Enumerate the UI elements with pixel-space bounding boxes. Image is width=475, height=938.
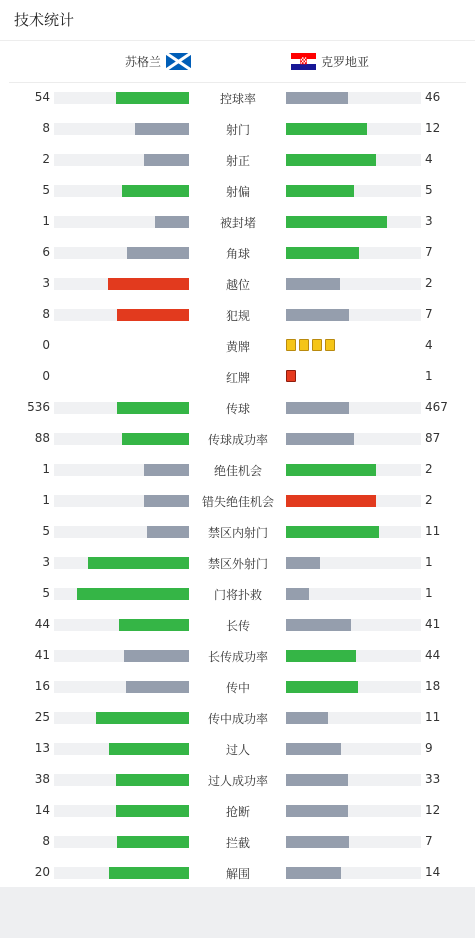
home-bar-fill bbox=[117, 402, 189, 414]
home-bar-track bbox=[54, 619, 189, 631]
stat-label: 门将扑救 bbox=[213, 588, 262, 602]
home-value: 1 bbox=[42, 214, 50, 228]
stat-label: 被封堵 bbox=[219, 216, 256, 230]
home-value: 16 bbox=[34, 679, 50, 693]
away-bar-track bbox=[286, 743, 421, 755]
away-value: 7 bbox=[425, 245, 433, 259]
home-bar-track bbox=[54, 216, 189, 228]
away-value: 4 bbox=[425, 152, 433, 166]
red-card-icon bbox=[286, 370, 296, 382]
stat-label: 传中成功率 bbox=[207, 712, 268, 726]
home-value: 8 bbox=[42, 834, 50, 848]
stat-row bbox=[0, 269, 475, 300]
home-team[interactable] bbox=[125, 53, 191, 70]
stat-row bbox=[0, 579, 475, 610]
away-value: 7 bbox=[425, 834, 433, 848]
away-value: 11 bbox=[425, 524, 441, 538]
stat-row bbox=[0, 641, 475, 672]
home-bar-track bbox=[54, 278, 189, 290]
away-bar-track bbox=[286, 495, 421, 507]
home-bar-fill bbox=[117, 309, 189, 321]
stat-row bbox=[0, 734, 475, 765]
home-bar-fill bbox=[127, 247, 189, 259]
away-bar-track bbox=[286, 309, 421, 321]
away-bar-fill bbox=[286, 526, 379, 538]
away-bar-fill bbox=[286, 619, 351, 631]
home-value: 536 bbox=[27, 400, 50, 414]
away-value: 2 bbox=[425, 462, 433, 476]
home-bar-track bbox=[54, 743, 189, 755]
home-bar-fill bbox=[119, 619, 189, 631]
home-value: 2 bbox=[42, 152, 50, 166]
home-bar-track bbox=[54, 247, 189, 259]
away-bar-track bbox=[286, 123, 421, 135]
home-bar-fill bbox=[144, 154, 189, 166]
home-bar-track bbox=[54, 588, 189, 600]
home-bar-fill bbox=[116, 805, 189, 817]
home-value: 8 bbox=[42, 121, 50, 135]
yellow-card-icon bbox=[312, 339, 322, 351]
stat-row bbox=[0, 393, 475, 424]
away-cards bbox=[286, 339, 335, 351]
home-bar-fill bbox=[88, 557, 189, 569]
home-value: 1 bbox=[42, 462, 50, 476]
home-bar-fill bbox=[116, 92, 189, 104]
home-bar-fill bbox=[117, 836, 189, 848]
away-value: 467 bbox=[425, 400, 448, 414]
stat-row bbox=[0, 610, 475, 641]
home-value: 44 bbox=[34, 617, 50, 631]
home-value: 8 bbox=[42, 307, 50, 321]
stat-row bbox=[0, 300, 475, 331]
away-bar-fill bbox=[286, 557, 320, 569]
home-value: 5 bbox=[42, 524, 50, 538]
home-value: 3 bbox=[42, 555, 50, 569]
away-value: 18 bbox=[425, 679, 441, 693]
stat-label: 射偏 bbox=[225, 185, 250, 199]
stat-row bbox=[0, 827, 475, 858]
away-value: 87 bbox=[425, 431, 441, 445]
away-bar-track bbox=[286, 681, 421, 693]
away-bar-track bbox=[286, 619, 421, 631]
away-bar-fill bbox=[286, 681, 358, 693]
home-bar-fill bbox=[108, 278, 189, 290]
home-value: 0 bbox=[42, 369, 50, 383]
away-bar-track bbox=[286, 216, 421, 228]
home-bar-fill bbox=[126, 681, 189, 693]
away-bar-fill bbox=[286, 774, 348, 786]
stat-label: 射门 bbox=[225, 123, 250, 137]
home-team-name: 苏格兰 bbox=[124, 55, 161, 69]
away-bar-track bbox=[286, 154, 421, 166]
away-bar-track bbox=[286, 805, 421, 817]
home-value: 3 bbox=[42, 276, 50, 290]
away-bar-track bbox=[286, 836, 421, 848]
stat-row bbox=[0, 424, 475, 455]
stat-row bbox=[0, 455, 475, 486]
home-bar-track bbox=[54, 495, 189, 507]
away-bar-fill bbox=[286, 402, 349, 414]
stat-label: 禁区内射门 bbox=[207, 526, 268, 540]
away-value: 41 bbox=[425, 617, 441, 631]
yellow-card-icon bbox=[299, 339, 309, 351]
away-bar-track bbox=[286, 92, 421, 104]
away-value: 14 bbox=[425, 865, 441, 879]
away-value: 4 bbox=[425, 338, 433, 352]
away-bar-track bbox=[286, 402, 421, 414]
away-bar-fill bbox=[286, 867, 341, 879]
home-bar-fill bbox=[116, 774, 189, 786]
away-team-name: 克罗地亚 bbox=[321, 55, 370, 69]
stat-label: 禁区外射门 bbox=[207, 557, 268, 571]
away-bar-fill bbox=[286, 278, 340, 290]
away-value: 44 bbox=[425, 648, 441, 662]
stats-list bbox=[0, 83, 475, 889]
home-bar-track bbox=[54, 557, 189, 569]
away-value: 3 bbox=[425, 214, 433, 228]
home-value: 0 bbox=[42, 338, 50, 352]
stat-label: 错失绝佳机会 bbox=[201, 495, 274, 509]
stat-row bbox=[0, 176, 475, 207]
away-value: 33 bbox=[425, 772, 441, 786]
stat-label: 射正 bbox=[225, 154, 250, 168]
away-bar-track bbox=[286, 712, 421, 724]
away-bar-track bbox=[286, 433, 421, 445]
away-bar-fill bbox=[286, 92, 348, 104]
stat-label: 传球 bbox=[225, 402, 250, 416]
scotland-flag-icon bbox=[166, 53, 191, 70]
away-bar-fill bbox=[286, 154, 376, 166]
away-bar-fill bbox=[286, 185, 354, 197]
home-bar-track bbox=[54, 185, 189, 197]
away-bar-fill bbox=[286, 743, 341, 755]
home-value: 20 bbox=[34, 865, 50, 879]
stat-row bbox=[0, 145, 475, 176]
home-bar-track bbox=[54, 681, 189, 693]
away-bar-track bbox=[286, 526, 421, 538]
stat-row bbox=[0, 331, 475, 362]
home-bar-track bbox=[54, 464, 189, 476]
away-value: 1 bbox=[425, 586, 433, 600]
away-bar-track bbox=[286, 588, 421, 600]
away-value: 46 bbox=[425, 90, 441, 104]
home-value: 1 bbox=[42, 493, 50, 507]
home-bar-fill bbox=[122, 185, 190, 197]
home-bar-fill bbox=[124, 650, 189, 662]
stat-label: 拦截 bbox=[225, 836, 250, 850]
away-bar-track bbox=[286, 774, 421, 786]
away-value: 12 bbox=[425, 121, 441, 135]
stat-row bbox=[0, 672, 475, 703]
stat-label: 越位 bbox=[225, 278, 250, 292]
home-value: 38 bbox=[34, 772, 50, 786]
away-value: 11 bbox=[425, 710, 441, 724]
away-bar-fill bbox=[286, 123, 367, 135]
home-bar-fill bbox=[96, 712, 189, 724]
home-value: 6 bbox=[42, 245, 50, 259]
stat-label: 黄牌 bbox=[225, 340, 250, 354]
home-value: 14 bbox=[34, 803, 50, 817]
away-bar-fill bbox=[286, 588, 309, 600]
stat-row bbox=[0, 765, 475, 796]
stat-row bbox=[0, 114, 475, 145]
stat-label: 角球 bbox=[225, 247, 250, 261]
away-value: 12 bbox=[425, 803, 441, 817]
stat-label: 过人 bbox=[225, 743, 250, 757]
stat-row bbox=[0, 517, 475, 548]
stat-label: 解围 bbox=[225, 867, 250, 881]
away-team[interactable] bbox=[291, 53, 369, 70]
home-value: 25 bbox=[34, 710, 50, 724]
stat-label: 传中 bbox=[225, 681, 250, 695]
away-bar-fill bbox=[286, 836, 349, 848]
away-value: 2 bbox=[425, 493, 433, 507]
stat-label: 控球率 bbox=[219, 92, 256, 106]
home-bar-track bbox=[54, 526, 189, 538]
away-value: 2 bbox=[425, 276, 433, 290]
stat-label: 长传 bbox=[225, 619, 250, 633]
home-bar-fill bbox=[144, 495, 189, 507]
away-bar-track bbox=[286, 278, 421, 290]
yellow-card-icon bbox=[325, 339, 335, 351]
stat-label: 传球成功率 bbox=[207, 433, 268, 447]
away-bar-track bbox=[286, 867, 421, 879]
stat-row bbox=[0, 548, 475, 579]
home-bar-track bbox=[54, 774, 189, 786]
stat-label: 抢断 bbox=[225, 805, 250, 819]
away-value: 7 bbox=[425, 307, 433, 321]
away-bar-fill bbox=[286, 247, 359, 259]
away-value: 1 bbox=[425, 555, 433, 569]
stat-label: 长传成功率 bbox=[207, 650, 268, 664]
stat-label: 红牌 bbox=[225, 371, 250, 385]
stat-row bbox=[0, 83, 475, 114]
away-bar-track bbox=[286, 557, 421, 569]
away-bar-track bbox=[286, 247, 421, 259]
away-value: 5 bbox=[425, 183, 433, 197]
yellow-card-icon bbox=[286, 339, 296, 351]
home-bar-track bbox=[54, 433, 189, 445]
home-bar-fill bbox=[144, 464, 189, 476]
away-bar-fill bbox=[286, 433, 354, 445]
home-value: 13 bbox=[34, 741, 50, 755]
away-bar-track bbox=[286, 650, 421, 662]
home-value: 5 bbox=[42, 183, 50, 197]
stat-row bbox=[0, 858, 475, 889]
page-title: 技术统计 bbox=[0, 0, 475, 41]
stat-row bbox=[0, 796, 475, 827]
home-bar-fill bbox=[122, 433, 190, 445]
away-value: 1 bbox=[425, 369, 433, 383]
stat-row bbox=[0, 238, 475, 269]
away-bar-fill bbox=[286, 464, 376, 476]
home-bar-track bbox=[54, 712, 189, 724]
home-bar-fill bbox=[109, 743, 189, 755]
home-value: 54 bbox=[34, 90, 50, 104]
home-value: 41 bbox=[34, 648, 50, 662]
away-bar-track bbox=[286, 464, 421, 476]
home-bar-track bbox=[54, 309, 189, 321]
stat-label: 绝佳机会 bbox=[213, 464, 262, 478]
home-bar-fill bbox=[135, 123, 189, 135]
home-bar-fill bbox=[109, 867, 189, 879]
teams-header bbox=[9, 41, 466, 83]
away-value: 9 bbox=[425, 741, 433, 755]
home-bar-track bbox=[54, 92, 189, 104]
home-value: 88 bbox=[34, 431, 50, 445]
away-bar-fill bbox=[286, 712, 328, 724]
stat-row bbox=[0, 703, 475, 734]
stat-row bbox=[0, 207, 475, 238]
away-bar-track bbox=[286, 185, 421, 197]
stat-label: 犯规 bbox=[225, 309, 250, 323]
home-bar-track bbox=[54, 836, 189, 848]
home-bar-track bbox=[54, 867, 189, 879]
home-bar-track bbox=[54, 154, 189, 166]
stat-label: 过人成功率 bbox=[207, 774, 268, 788]
away-bar-fill bbox=[286, 650, 356, 662]
home-bar-fill bbox=[155, 216, 189, 228]
away-bar-fill bbox=[286, 495, 376, 507]
away-bar-fill bbox=[286, 309, 349, 321]
away-bar-fill bbox=[286, 805, 348, 817]
stat-row bbox=[0, 362, 475, 393]
croatia-flag-icon bbox=[291, 53, 316, 70]
home-bar-fill bbox=[147, 526, 189, 538]
away-bar-fill bbox=[286, 216, 387, 228]
home-bar-fill bbox=[77, 588, 189, 600]
home-bar-track bbox=[54, 650, 189, 662]
stat-row bbox=[0, 486, 475, 517]
home-bar-track bbox=[54, 402, 189, 414]
home-bar-track bbox=[54, 123, 189, 135]
home-bar-track bbox=[54, 805, 189, 817]
home-value: 5 bbox=[42, 586, 50, 600]
away-cards bbox=[286, 370, 296, 382]
